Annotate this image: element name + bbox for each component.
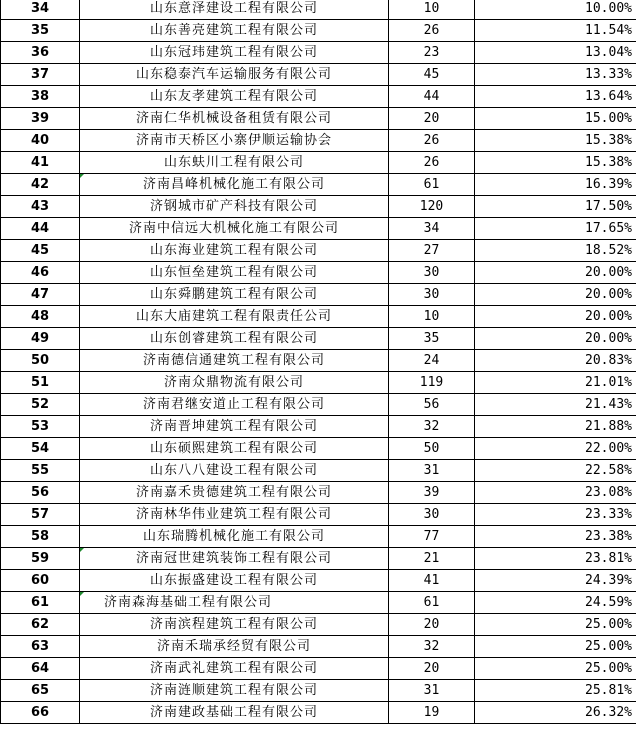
table-row (1, 702, 636, 724)
row-number-cell[interactable]: 66 (1, 702, 80, 724)
company-name-text: 山东舜鹏建筑工程有限公司 (149, 287, 318, 302)
row-number-cell[interactable]: 44 (1, 218, 80, 240)
count-cell[interactable]: 120 (389, 196, 475, 218)
table-row (1, 482, 636, 504)
company-name-cell[interactable] (80, 306, 389, 328)
company-name-cell[interactable] (80, 108, 389, 130)
company-name-cell[interactable] (80, 658, 389, 680)
company-name-cell[interactable] (80, 284, 389, 306)
count-cell[interactable]: 20 (389, 658, 475, 680)
company-name-cell[interactable] (80, 152, 389, 174)
company-name-text: 济南滨程建筑工程有限公司 (149, 617, 318, 632)
percent-cell[interactable]: 23.81% (475, 548, 636, 570)
company-name-cell[interactable] (80, 328, 389, 350)
company-name-text: 济南森海基础工程有限公司 (104, 595, 273, 610)
company-name-text: 山东硕熙建筑工程有限公司 (149, 441, 318, 456)
company-name-text: 济南德信通建筑工程有限公司 (142, 353, 325, 368)
company-name-text: 山东瑞腾机械化施工有限公司 (142, 529, 325, 544)
count-cell[interactable]: 35 (389, 328, 475, 350)
company-name-cell[interactable] (80, 416, 389, 438)
table-row (1, 680, 636, 702)
percent-cell[interactable]: 21.88% (475, 416, 636, 438)
count-cell[interactable]: 32 (389, 416, 475, 438)
count-cell[interactable]: 23 (389, 42, 475, 64)
count-cell[interactable]: 26 (389, 130, 475, 152)
table-row (1, 636, 636, 658)
company-name-text: 山东稳泰汽车运输服务有限公司 (135, 67, 332, 82)
company-name-cell[interactable] (80, 262, 389, 284)
row-number-cell[interactable]: 61 (1, 592, 80, 614)
company-name-cell[interactable] (80, 460, 389, 482)
table-row (1, 218, 636, 240)
company-name-cell[interactable] (80, 394, 389, 416)
count-cell[interactable]: 61 (389, 174, 475, 196)
percent-cell[interactable]: 24.59% (475, 592, 636, 614)
table-row (1, 240, 636, 262)
table-row (1, 64, 636, 86)
count-cell[interactable]: 41 (389, 570, 475, 592)
company-name-text: 山东创睿建筑工程有限公司 (149, 331, 318, 346)
company-name-cell[interactable] (80, 570, 389, 592)
percent-cell[interactable]: 16.39% (475, 174, 636, 196)
row-number-cell[interactable]: 34 (1, 0, 80, 20)
table-row (1, 262, 636, 284)
percent-cell[interactable]: 21.01% (475, 372, 636, 394)
company-name-text: 山东大庙建筑工程有限责任公司 (135, 309, 332, 324)
table-row (1, 174, 636, 196)
error-indicator-icon (80, 548, 84, 552)
row-number-cell[interactable]: 51 (1, 372, 80, 394)
count-cell[interactable]: 119 (389, 372, 475, 394)
count-cell[interactable]: 44 (389, 86, 475, 108)
count-cell[interactable]: 26 (389, 152, 475, 174)
percent-cell[interactable]: 20.00% (475, 306, 636, 328)
company-name-cell[interactable] (80, 504, 389, 526)
company-name-text: 山东善亮建筑工程有限公司 (149, 23, 318, 38)
row-number-cell[interactable]: 56 (1, 482, 80, 504)
company-name-text: 山东振盛建设工程有限公司 (149, 573, 318, 588)
table-row (1, 328, 636, 350)
company-name-text: 济钢城市矿产科技有限公司 (149, 199, 318, 214)
percent-cell[interactable]: 15.38% (475, 130, 636, 152)
company-name-text: 山东蚨川工程有限公司 (163, 155, 304, 170)
company-name-text: 济南建政基础工程有限公司 (149, 705, 318, 720)
row-number-cell[interactable]: 40 (1, 130, 80, 152)
table-row (1, 0, 636, 20)
percent-cell[interactable]: 13.33% (475, 64, 636, 86)
company-name-cell[interactable] (80, 592, 389, 614)
row-number-cell[interactable]: 48 (1, 306, 80, 328)
row-number-cell[interactable]: 43 (1, 196, 80, 218)
company-name-text: 山东八八建设工程有限公司 (149, 463, 318, 478)
company-name-cell[interactable] (80, 218, 389, 240)
row-number-cell[interactable]: 42 (1, 174, 80, 196)
company-name-text: 山东友孝建筑工程有限公司 (149, 89, 318, 104)
count-cell[interactable]: 20 (389, 614, 475, 636)
company-name-text: 济南众鼎物流有限公司 (163, 375, 304, 390)
table-row (1, 42, 636, 64)
company-name-text: 济南市天桥区小寨伊顺运输协会 (135, 133, 332, 148)
count-cell[interactable]: 50 (389, 438, 475, 460)
table-row (1, 108, 636, 130)
table-row (1, 196, 636, 218)
company-name-cell[interactable] (80, 130, 389, 152)
count-cell[interactable]: 24 (389, 350, 475, 372)
percent-cell[interactable]: 20.00% (475, 328, 636, 350)
company-name-cell[interactable] (80, 636, 389, 658)
count-cell[interactable]: 26 (389, 20, 475, 42)
percent-cell[interactable]: 13.04% (475, 42, 636, 64)
table-row (1, 20, 636, 42)
company-name-cell[interactable] (80, 526, 389, 548)
row-number-cell[interactable]: 37 (1, 64, 80, 86)
table-row (1, 658, 636, 680)
company-name-text: 济南禾瑞承经贸有限公司 (156, 639, 311, 654)
table-row (1, 570, 636, 592)
row-number-cell[interactable]: 55 (1, 460, 80, 482)
row-number-cell[interactable]: 54 (1, 438, 80, 460)
row-number-cell[interactable]: 50 (1, 350, 80, 372)
company-name-text: 济南中信远大机械化施工有限公司 (128, 221, 339, 236)
company-name-text: 济南冠世建筑装饰工程有限公司 (135, 551, 332, 566)
percent-cell[interactable]: 17.50% (475, 196, 636, 218)
row-number-cell[interactable]: 47 (1, 284, 80, 306)
table-row (1, 614, 636, 636)
percent-cell[interactable]: 25.00% (475, 636, 636, 658)
count-cell[interactable]: 45 (389, 64, 475, 86)
company-name-cell[interactable] (80, 702, 389, 724)
row-number-cell[interactable]: 63 (1, 636, 80, 658)
table-row (1, 526, 636, 548)
company-name-cell[interactable] (80, 350, 389, 372)
percent-cell[interactable]: 15.00% (475, 108, 636, 130)
company-name-cell[interactable] (80, 548, 389, 570)
row-number-cell[interactable]: 38 (1, 86, 80, 108)
table-row (1, 284, 636, 306)
table-row (1, 306, 636, 328)
company-name-cell[interactable] (80, 614, 389, 636)
row-number-cell[interactable]: 62 (1, 614, 80, 636)
company-name-cell[interactable] (80, 42, 389, 64)
count-cell[interactable]: 30 (389, 262, 475, 284)
count-cell[interactable]: 34 (389, 218, 475, 240)
count-cell[interactable]: 27 (389, 240, 475, 262)
table-row (1, 152, 636, 174)
company-name-text: 济南仁华机械设备租赁有限公司 (135, 111, 332, 126)
row-number-cell[interactable]: 53 (1, 416, 80, 438)
row-number-cell[interactable]: 36 (1, 42, 80, 64)
company-name-text: 济南昌峰机械化施工有限公司 (142, 177, 325, 192)
table-body (1, 0, 636, 724)
company-name-cell[interactable] (80, 372, 389, 394)
percent-cell[interactable]: 20.00% (475, 262, 636, 284)
table-row (1, 460, 636, 482)
count-cell[interactable]: 20 (389, 108, 475, 130)
row-number-cell[interactable]: 57 (1, 504, 80, 526)
count-cell[interactable]: 39 (389, 482, 475, 504)
percent-cell[interactable]: 13.64% (475, 86, 636, 108)
count-cell[interactable]: 61 (389, 592, 475, 614)
percent-cell[interactable]: 15.38% (475, 152, 636, 174)
percent-cell[interactable]: 25.00% (475, 658, 636, 680)
company-name-cell[interactable] (80, 482, 389, 504)
company-name-cell[interactable] (80, 86, 389, 108)
table-row (1, 130, 636, 152)
row-number-cell[interactable]: 35 (1, 20, 80, 42)
row-number-cell[interactable]: 41 (1, 152, 80, 174)
table-row (1, 504, 636, 526)
row-number-cell[interactable]: 60 (1, 570, 80, 592)
percent-cell[interactable]: 23.33% (475, 504, 636, 526)
company-name-text: 济南晋坤建筑工程有限公司 (149, 419, 318, 434)
company-name-cell[interactable] (80, 680, 389, 702)
row-number-cell[interactable]: 39 (1, 108, 80, 130)
table-row (1, 548, 636, 570)
table-row (1, 350, 636, 372)
company-name-cell[interactable] (80, 64, 389, 86)
company-name-text: 山东恒垒建筑工程有限公司 (149, 265, 318, 280)
percent-cell[interactable]: 11.54% (475, 20, 636, 42)
row-number-cell[interactable]: 49 (1, 328, 80, 350)
percent-cell[interactable]: 10.00% (475, 0, 636, 20)
company-name-text: 济南涟顺建筑工程有限公司 (149, 683, 318, 698)
company-name-text: 济南君继安道止工程有限公司 (142, 397, 325, 412)
company-name-cell[interactable] (80, 174, 389, 196)
percent-cell[interactable]: 25.81% (475, 680, 636, 702)
error-indicator-icon (80, 174, 84, 178)
row-number-cell[interactable]: 64 (1, 658, 80, 680)
count-cell[interactable]: 31 (389, 680, 475, 702)
table-row (1, 394, 636, 416)
percent-cell[interactable]: 23.08% (475, 482, 636, 504)
percent-cell[interactable]: 23.38% (475, 526, 636, 548)
count-cell[interactable]: 77 (389, 526, 475, 548)
count-cell[interactable]: 31 (389, 460, 475, 482)
company-name-cell[interactable] (80, 240, 389, 262)
company-name-text: 济南嘉禾贵德建筑工程有限公司 (135, 485, 332, 500)
count-cell[interactable]: 56 (389, 394, 475, 416)
count-cell[interactable]: 21 (389, 548, 475, 570)
count-cell[interactable]: 30 (389, 284, 475, 306)
percent-cell[interactable]: 20.00% (475, 284, 636, 306)
company-name-cell[interactable] (80, 20, 389, 42)
row-number-cell[interactable]: 58 (1, 526, 80, 548)
count-cell[interactable]: 19 (389, 702, 475, 724)
table-row (1, 438, 636, 460)
table-row (1, 372, 636, 394)
table-row (1, 86, 636, 108)
percent-cell[interactable]: 21.43% (475, 394, 636, 416)
count-cell[interactable]: 10 (389, 306, 475, 328)
company-name-text: 山东冠玮建筑工程有限公司 (149, 45, 318, 60)
row-number-cell[interactable]: 59 (1, 548, 80, 570)
company-name-cell[interactable] (80, 438, 389, 460)
percent-cell[interactable]: 25.00% (475, 614, 636, 636)
percent-cell[interactable]: 26.32% (475, 702, 636, 724)
company-name-cell[interactable] (80, 0, 389, 20)
table-row (1, 416, 636, 438)
count-cell[interactable]: 32 (389, 636, 475, 658)
company-name-text: 济南林华伟业建筑工程有限公司 (135, 507, 332, 522)
percent-cell[interactable]: 22.00% (475, 438, 636, 460)
percent-cell[interactable]: 18.52% (475, 240, 636, 262)
count-cell[interactable]: 10 (389, 0, 475, 20)
row-number-cell[interactable]: 65 (1, 680, 80, 702)
company-name-text: 山东意泽建设工程有限公司 (149, 1, 318, 16)
count-cell[interactable]: 30 (389, 504, 475, 526)
row-number-cell[interactable]: 52 (1, 394, 80, 416)
company-name-cell[interactable] (80, 196, 389, 218)
company-name-text: 山东海业建筑工程有限公司 (149, 243, 318, 258)
row-number-cell[interactable]: 45 (1, 240, 80, 262)
company-name-text: 济南武礼建筑工程有限公司 (149, 661, 318, 676)
percent-cell[interactable]: 24.39% (475, 570, 636, 592)
table-row (1, 592, 636, 614)
percent-cell[interactable]: 22.58% (475, 460, 636, 482)
percent-cell[interactable]: 17.65% (475, 218, 636, 240)
percent-cell[interactable]: 20.83% (475, 350, 636, 372)
row-number-cell[interactable]: 46 (1, 262, 80, 284)
error-indicator-icon (80, 592, 84, 596)
